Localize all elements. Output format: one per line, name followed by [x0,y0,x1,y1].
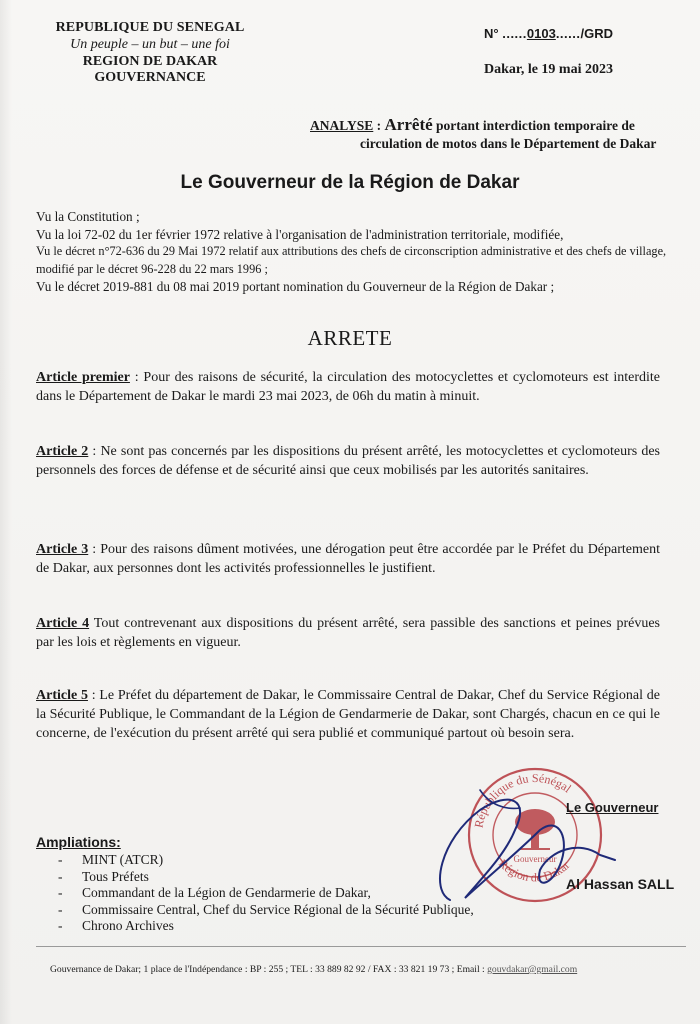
article-text: Pour des raisons de sécurité, la circulation des motocyclettes et cyclomoteurs est interdite dans le Département de Dakar le mardi 23 mai 2023, de 06h du matin à minuit. [36,370,661,404]
footer-email-link[interactable]: gouvdakar@gmail.com [487,964,578,975]
issuer-block [40,20,260,86]
list-item: - Commandant de la Légion de Gendarmerie de Dakar, [58,885,474,902]
signatory-title: Le Gouverneur [566,800,659,815]
article-heading: Article 4 [36,616,90,631]
article-text: Ne sont pas concernés par les dispositions du présent arrêté, les motocyclettes et cyclomoteurs des personnels des forces de défense et de sécurité ainsi que ceux mobilisés par les autorités sanitaires. [36,444,660,478]
article-2 [36,442,660,480]
legal-basis-list [36,208,686,296]
legal-basis-item: Vu le décret 2019-881 du 08 mai 2019 portant nomination du Gouverneur de la Région de Dakar ; [36,279,555,294]
number-suffix: /GRD [580,26,613,41]
country-name: REPUBLIQUE DU SENEGAL [55,20,245,35]
analyse-text-line1: portant interdiction temporaire de [432,118,635,133]
analyse-text-line2: circulation de motos dans le Département de Dakar [360,136,657,151]
footer-address-text: Gouvernance de Dakar; 1 place de l'Indépendance : BP : 255 ; TEL : 33 889 82 92 / FAX : 33 821 19 73 ; Email : [50,964,488,975]
article-1 [36,368,660,406]
list-item: - Tous Préfets [58,869,474,886]
list-item: - MINT (ATCR) [58,852,474,869]
number-prefix: N° [484,26,499,41]
analyse-title-word: Arrêté [384,115,433,134]
number-dots-right: ...... [555,26,581,41]
svg-text:République du Sénégal: République du Sénégal [471,770,574,829]
ampliations-title: Ampliations: [36,834,121,850]
article-3 [36,540,660,578]
svg-text:Gouverneur: Gouverneur [513,854,557,864]
legal-basis-item: Vu la Constitution ; [36,209,140,224]
number-dots-left: ...... [502,26,527,41]
analyse-colon: : [373,118,385,133]
article-heading: Article 5 [36,688,88,703]
article-text: Le Préfet du département de Dakar, le Commissaire Central de Dakar, Chef du Service Régional de la Sécurité Publique, le Commandant de la Légion de Gendarmerie de Dakar, sont Chargés, chacun en ce qui le concerne, de l'exécution du présent arrêté qui sera publié et communiqué partout où besoin sera. [36,688,661,741]
legal-basis-item: Vu la loi 72-02 du 1er février 1972 relative à l'organisation de l'administration territoriale, modifiée, [36,226,564,242]
office-name: GOUVERNANCE [94,70,206,85]
article-sep: : [129,370,144,385]
article-sep: : [88,444,101,459]
article-text: Tout contrevenant aux dispositions du présent arrêté, sera passible des sanctions et peines prévues par les lois et règlements en vigueur. [36,616,660,650]
article-heading: Article 3 [36,542,89,557]
article-sep: : [87,688,100,703]
number-value: 0103 [526,26,556,41]
national-motto: Un peuple – un but – une foi [70,37,230,52]
article-5 [36,686,660,743]
ampliations-list [58,852,474,935]
analyse-block [310,116,690,153]
article-heading: Article premier [36,370,130,385]
decision-heading: ARRETE [307,326,393,350]
page-edge-shadow [0,0,12,1024]
list-item: - Chrono Archives [58,918,474,935]
reference-number [484,26,613,41]
signatory-name: Al Hassan SALL [566,876,675,892]
footer-address [50,964,690,975]
svg-text:Région de Dakar: Région de Dakar [495,856,573,885]
article-4 [36,614,660,652]
footer-divider [36,946,686,947]
legal-basis-item: Vu le décret n°72-636 du 29 Mai 1972 relatif aux attributions des chefs de circonscription administrative et des chefs de village, modifié par le décret 96-228 du 22 mars 1996 ; [36,244,667,276]
document-date: Dakar, le 19 mai 2023 [484,62,613,77]
article-text: Pour des raisons dûment motivées, une dérogation peut être accordée par le Préfet du Département de Dakar, aux personnes dont les activités professionnelles le justifient. [36,542,660,576]
article-heading: Article 2 [36,444,89,459]
region-name: REGION DE DAKAR [82,54,218,69]
article-sep: : [88,542,101,557]
analyse-label: ANALYSE [310,118,374,133]
authority-title: Le Gouverneur de la Région de Dakar [180,172,520,193]
list-item: - Commissaire Central, Chef du Service Régional de la Sécurité Publique, [58,902,474,919]
